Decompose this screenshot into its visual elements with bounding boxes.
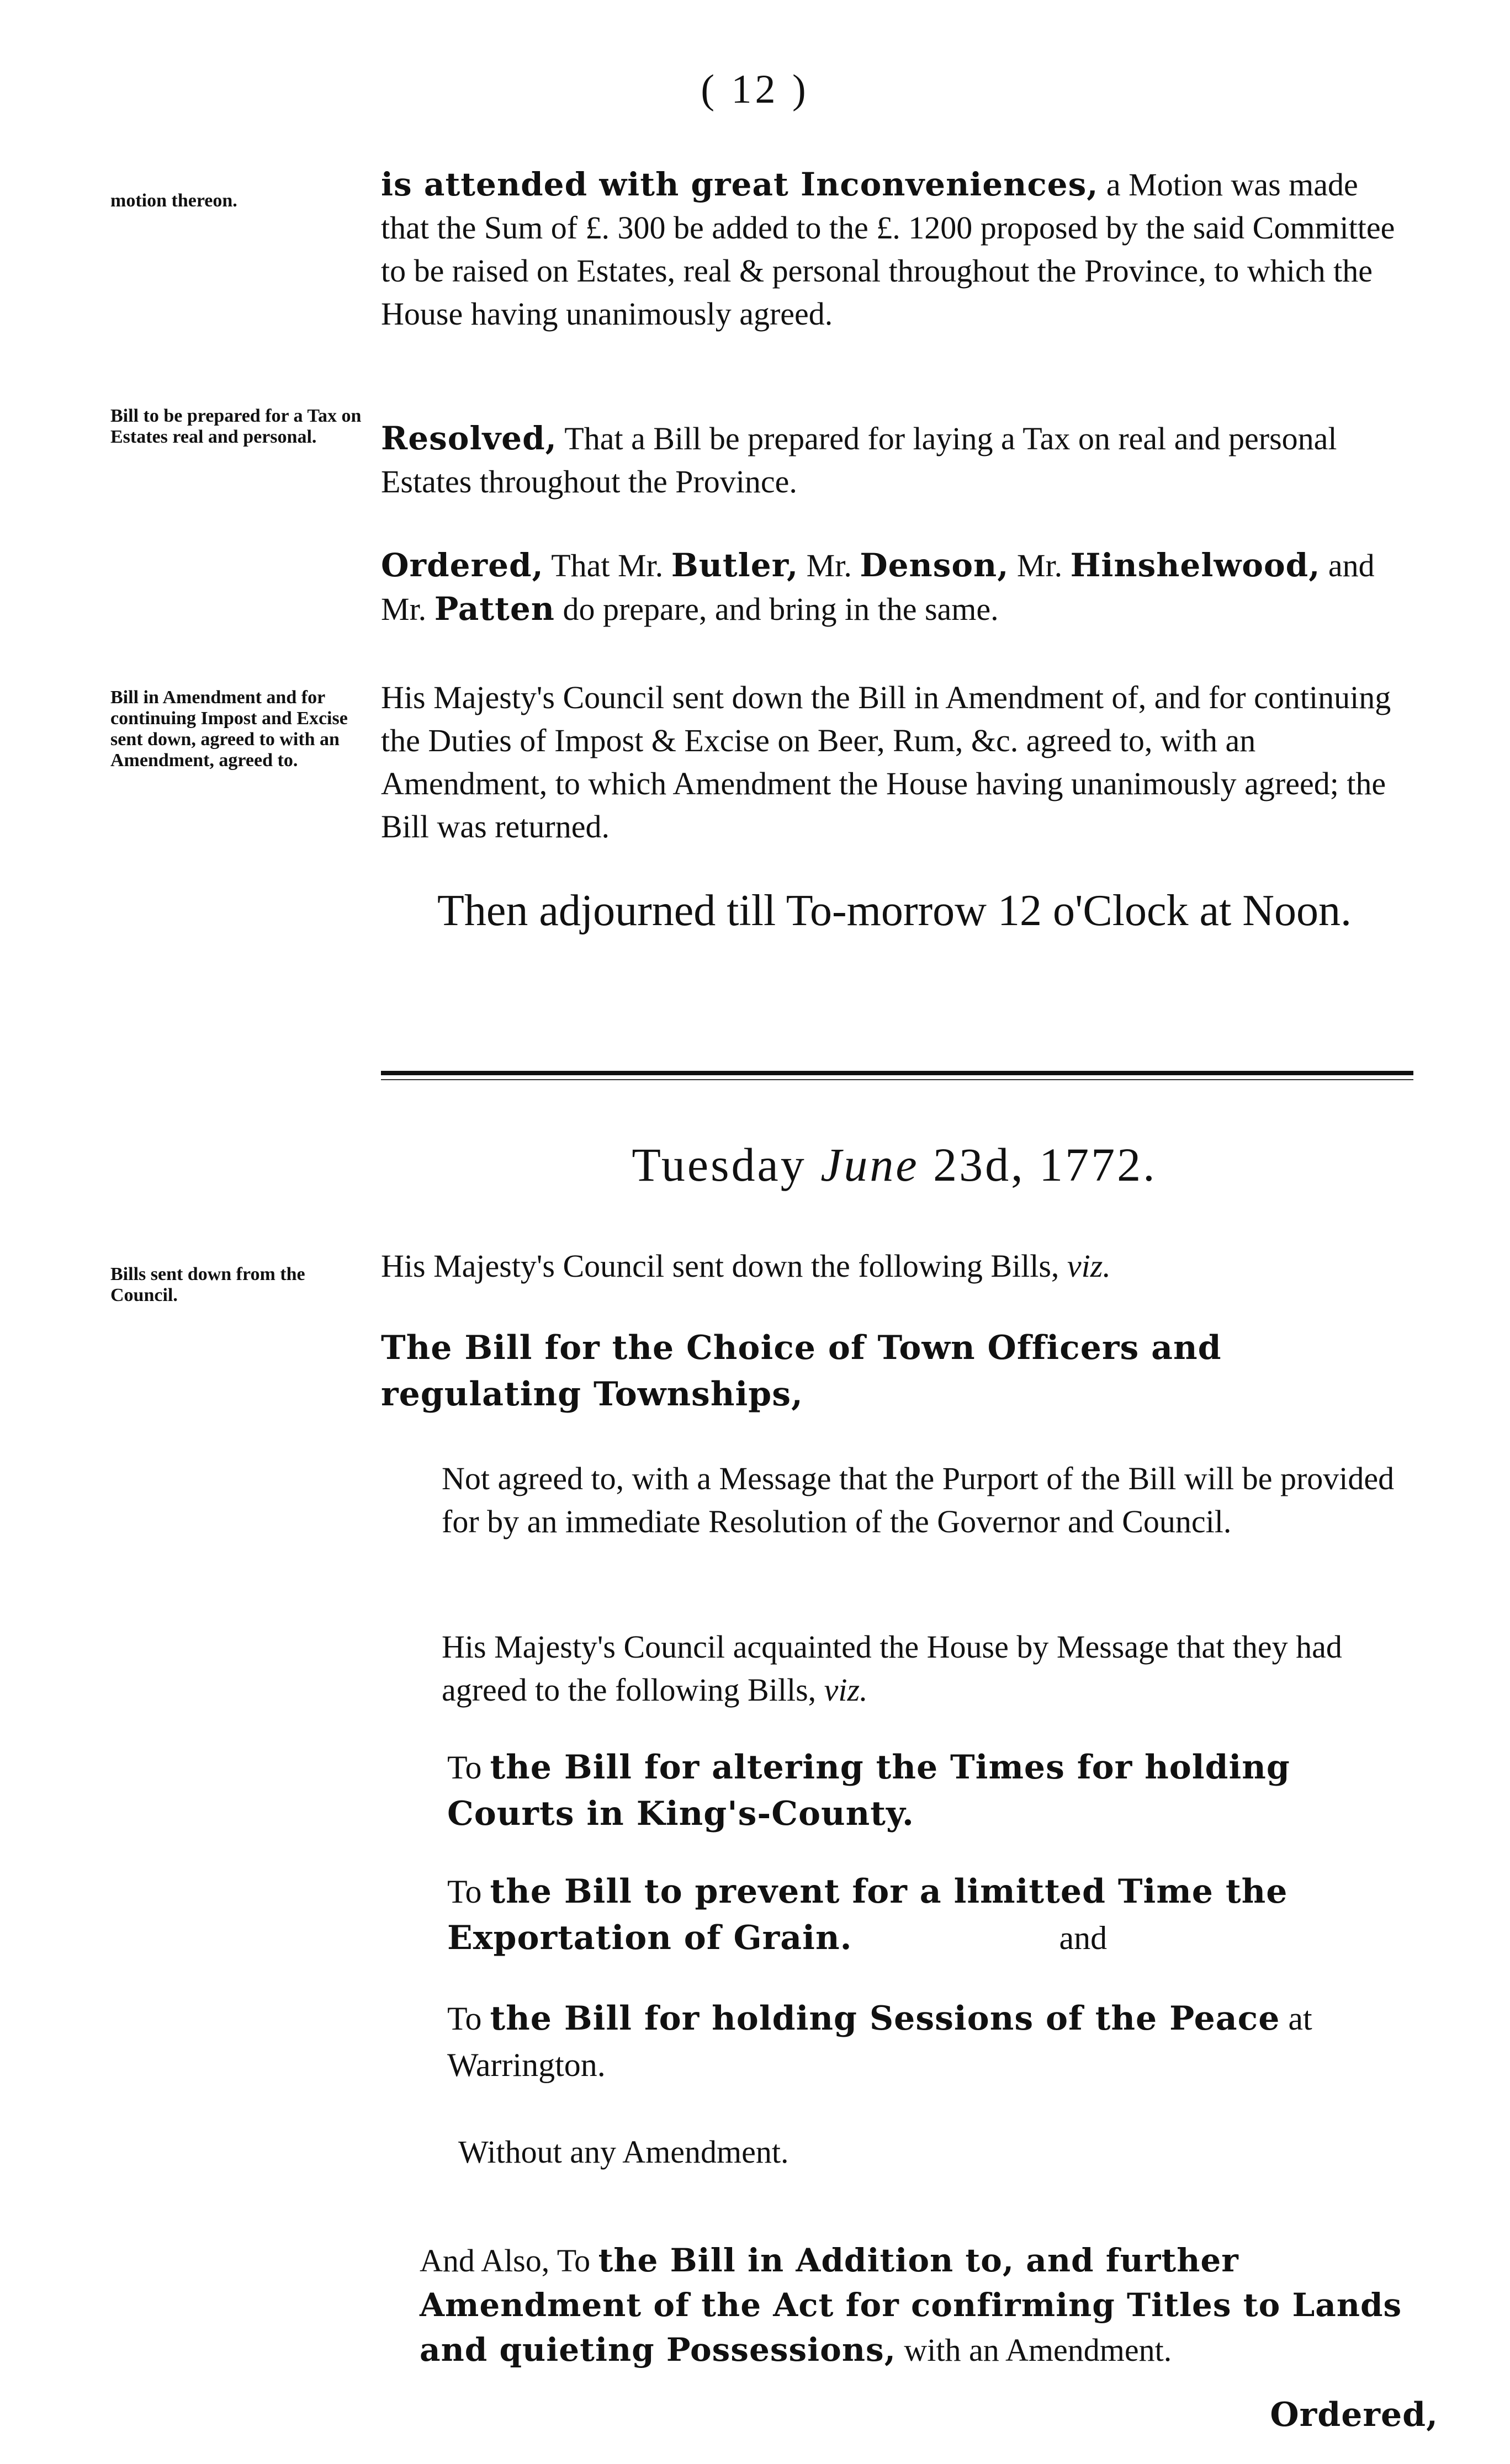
paragraph-text: His Majesty's Council acquainted the House by Message that they had agreed to the following Bills, bbox=[442, 1629, 1342, 1708]
paragraph-grain-bill bbox=[447, 1868, 1408, 1961]
paragraph-not-agreed: Not agreed to, with a Message that the Purport of the Bill will be provided for by an immediate Resolution of the Governor and Council. bbox=[442, 1461, 1395, 1539]
blackletter-text: the Bill to prevent for a limitted Time the Exportation of Grain. bbox=[447, 1872, 1288, 1957]
blackletter-name: Patten bbox=[434, 590, 555, 628]
paragraph-text: Mr. bbox=[1016, 548, 1063, 583]
paragraph-bills-sent bbox=[381, 1245, 1408, 1288]
paragraph-text: That a Bill be prepared for laying a Tax on real and personal Estates throughout the Province. bbox=[381, 421, 1337, 500]
paragraph-sessions-bill bbox=[447, 1995, 1408, 2088]
paragraph-text: and bbox=[1059, 1920, 1108, 1956]
italic-viz: viz. bbox=[1067, 1248, 1111, 1284]
paragraph-text: That Mr. bbox=[551, 548, 664, 583]
blackletter-text: Resolved, bbox=[381, 419, 557, 457]
paragraph-text: To bbox=[447, 1749, 482, 1786]
paragraph-text: Mr. bbox=[806, 548, 852, 583]
paragraph-without-amendment: Without any Amendment. bbox=[458, 2134, 789, 2170]
blackletter-text: the Bill in Addition to, and further Amendment of the Act for confirming Titles to Lands and quieting Possessions, bbox=[420, 2242, 1402, 2369]
paragraph-text: at Warrington. bbox=[447, 2000, 1312, 2083]
blackletter-text: The Bill for the Choice of Town Officers and regulating Townships, bbox=[381, 1329, 1222, 1414]
paragraph-text: with an Amendment. bbox=[904, 2332, 1172, 2368]
paragraph-motion bbox=[381, 163, 1408, 336]
paragraph-council-acquainted bbox=[442, 1626, 1408, 1712]
margin-note-bills-sent-down: Bills sent down from the Council. bbox=[110, 1264, 305, 1305]
paragraph-text: and Mr. bbox=[381, 548, 1375, 627]
catchword: Ordered, bbox=[1270, 2396, 1438, 2434]
blackletter-name: Hinshelwood, bbox=[1070, 546, 1321, 584]
paragraph-text: And Also, To bbox=[420, 2243, 591, 2279]
date-heading bbox=[381, 1137, 1408, 1192]
paragraph-courts-bill bbox=[447, 1744, 1408, 1837]
paragraph-text: a Motion was made that the Sum of £. 300 be added to the £. 1200 proposed by the said Committee to be raised on Estates, real & personal throughout the Province, to which the House having unanimously agreed. bbox=[381, 167, 1395, 332]
blackletter-text: Ordered, bbox=[381, 546, 544, 584]
blackletter-text: the Bill for altering the Times for holding Courts in King's-County. bbox=[447, 1748, 1290, 1833]
section-divider-thin bbox=[381, 1079, 1413, 1080]
margin-note-impost-excise: Bill in Amendment and for continuing Impost and Excise sent down, agreed to with an Amendment, agreed to. bbox=[110, 687, 348, 771]
blackletter-text: the Bill for holding Sessions of the Peace bbox=[490, 1999, 1280, 2038]
date-month: June bbox=[820, 1138, 919, 1191]
paragraph-titles-bill bbox=[420, 2238, 1408, 2372]
blackletter-name: Butler, bbox=[671, 546, 799, 584]
paragraph-text: To bbox=[447, 1873, 482, 1910]
italic-viz: viz. bbox=[824, 1672, 868, 1708]
adjourned-line: Then adjourned till To-morrow 12 o'Clock at Noon. bbox=[437, 886, 1352, 935]
paragraph-text: His Majesty's Council sent down the following Bills, bbox=[381, 1248, 1059, 1284]
paragraph-ordered bbox=[381, 544, 1408, 631]
blackletter-text: is attended with great Inconveniences, bbox=[381, 166, 1099, 203]
page-number: ( 12 ) bbox=[701, 67, 809, 112]
margin-note-tax-bill: Bill to be prepared for a Tax on Estates real and personal. bbox=[110, 406, 362, 447]
paragraph-town-officers-bill bbox=[381, 1325, 1408, 1417]
paragraph-resolved bbox=[381, 417, 1408, 503]
date-day-year: 23d, 1772. bbox=[933, 1138, 1157, 1191]
paragraph-council-bill: His Majesty's Council sent down the Bill in Amendment of, and for continuing the Duties of Impost & Excise on Beer, Rum, &c. agreed to, with an Amendment, to which Amendment the House having unanimously agreed; the Bill was returned. bbox=[381, 679, 1391, 845]
paragraph-text: To bbox=[447, 2000, 482, 2037]
blackletter-name: Denson, bbox=[860, 546, 1009, 584]
paragraph-text: do prepare, and bring in the same. bbox=[563, 591, 999, 627]
margin-note-motion: motion thereon. bbox=[110, 190, 237, 211]
date-weekday: Tuesday bbox=[632, 1138, 807, 1191]
section-divider bbox=[381, 1071, 1413, 1075]
